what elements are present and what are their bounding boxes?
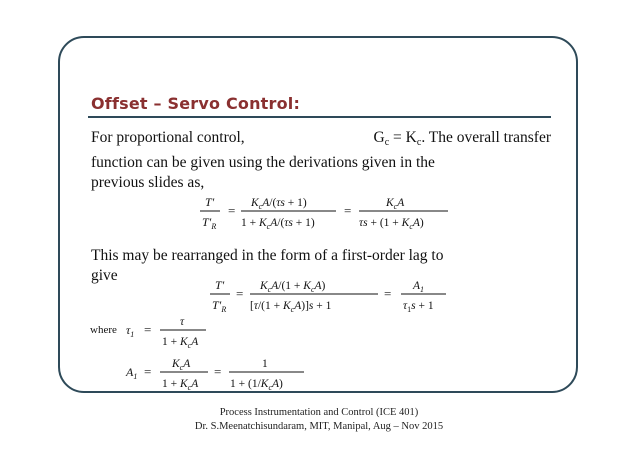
svg-text:1 + KcA: $1 + K_cA$	[162, 378, 199, 392]
paragraph-intro-line-3: previous slides as,	[91, 174, 205, 191]
svg-text:KcA/(1 + KcA): $K_cA/(1 + K_cA)$	[260, 280, 326, 294]
transfer-function-equation-2	[208, 275, 468, 315]
svg-text:KcA/(τs + 1): $K_cA/(\tau s + 1)$	[251, 197, 307, 211]
svg-text:=: =	[144, 322, 152, 337]
svg-text:KcA: $K_cA$	[172, 358, 191, 372]
svg-text:τ: τ	[180, 316, 185, 328]
svg-text:1: 1	[262, 358, 268, 370]
svg-text:1 + KcA/(τs + 1): $1 + K_cA/(\tau s + 1)$	[241, 217, 315, 231]
svg-text:KcA: $K_cA$	[386, 197, 405, 211]
svg-text:=: =	[236, 286, 244, 301]
footer-course: Process Instrumentation and Control (ICE 401)	[219, 407, 419, 418]
text-segment: For proportional control,	[91, 129, 245, 146]
paragraph-rearranged-line-2: give	[91, 267, 118, 284]
svg-text:1 + (1/KcA): $1 + (1/K_cA)$	[230, 378, 283, 392]
transfer-function-equation-1	[196, 192, 456, 232]
svg-text:T′R: $T'_R$	[202, 215, 217, 231]
svg-text:τ1: $\tau_1$	[126, 323, 135, 339]
svg-text:T′R: $T'_R$	[212, 298, 227, 314]
where-label: where	[90, 324, 117, 336]
svg-text:A1: $A_1$	[413, 280, 425, 294]
gain-equation	[124, 355, 314, 393]
svg-text:=: =	[228, 203, 236, 218]
footer-author: Dr. S.Meenatchisundaram, MIT, Manipal, Aug – Nov 2015	[194, 421, 444, 432]
slide-title: Offset – Servo Control:	[91, 94, 301, 113]
title-divider	[88, 116, 551, 118]
paragraph-intro-line-1	[91, 128, 551, 153]
svg-text:A1: $A_1$	[126, 365, 138, 381]
svg-text:=: =	[214, 364, 222, 379]
gain-relation: $G_c = K_c$. The overall transfer	[373, 129, 551, 148]
svg-text:=: =	[144, 364, 152, 379]
paragraph-intro	[91, 128, 551, 193]
svg-text:T′: T′	[215, 278, 225, 292]
svg-text:=: =	[344, 203, 352, 218]
svg-text:=: =	[384, 286, 392, 301]
svg-text:[τ/(1 + KcA)]s + 1: $[\tau/(1 + K_cA)]s + 1$	[250, 300, 332, 314]
paragraph-rearranged-line-1: This may be rearranged in the form of a first-order lag to	[91, 247, 444, 264]
svg-text:τ1s + 1: $\tau_1s + 1$	[403, 300, 434, 314]
svg-text:1 + KcA: $1 + K_cA$	[162, 336, 199, 350]
time-constant-equation	[88, 313, 228, 351]
paragraph-intro-line-2: function can be given using the derivations given in the	[91, 154, 435, 171]
svg-text:τs + (1 + KcA): $\tau s + (1 + K_cA)$	[359, 217, 424, 231]
svg-text:T′: T′	[205, 195, 215, 209]
